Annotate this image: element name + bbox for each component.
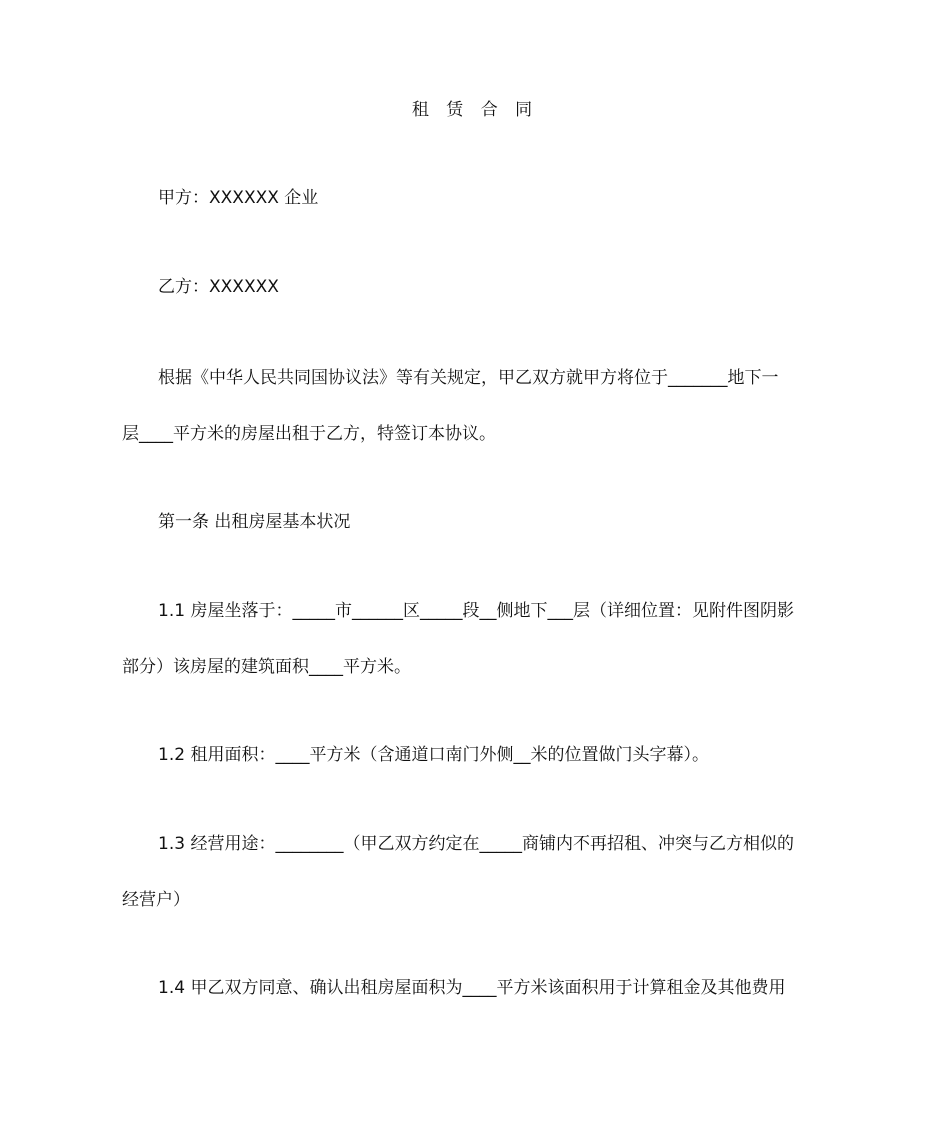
clause-1-2 xyxy=(122,727,830,783)
clause-1-2-text: 1.2 租用面积：____平方米（含通道口南门外侧__米的位置做门头字幕）。 xyxy=(158,745,709,765)
article-1-heading xyxy=(122,494,830,550)
clause-1-1-line-1: 1.1 房屋坐落于：_____市______区_____段__侧地下___层（详细位置：见附件图阴影 xyxy=(158,601,794,621)
party-b-text: 乙方：XXXXXX xyxy=(158,277,279,297)
document-title: 租 赁 合 同 xyxy=(411,100,539,120)
preamble-line-2: 层____平方米的房屋出租于乙方，特签订本协议。 xyxy=(122,424,496,444)
party-a-text: 甲方：XXXXXX 企业 xyxy=(158,188,319,208)
preamble-paragraph xyxy=(122,350,830,462)
clause-1-4 xyxy=(122,960,830,1016)
clause-1-1 xyxy=(122,583,830,695)
clause-1-3-line-1: 1.3 经营用途：________（甲乙双方约定在_____商铺内不再招租、冲突与乙方相似的 xyxy=(158,834,794,854)
party-b xyxy=(122,259,830,315)
clause-1-4-line-1: 1.4 甲乙双方同意、确认出租房屋面积为____平方米该面积用于计算租金及其他费用 xyxy=(158,978,786,998)
preamble-line-1: 根据《中华人民共同国协议法》等有关规定，甲乙双方就甲方将位于_______地下一 xyxy=(158,368,779,388)
clause-1-1-line-2: 部分）该房屋的建筑面积____平方米。 xyxy=(122,657,411,677)
party-a xyxy=(122,170,830,226)
clause-1-3-line-2: 经营户） xyxy=(122,890,190,910)
article-1-heading-text: 第一条 出租房屋基本状况 xyxy=(158,512,351,532)
clause-1-3 xyxy=(122,816,830,928)
